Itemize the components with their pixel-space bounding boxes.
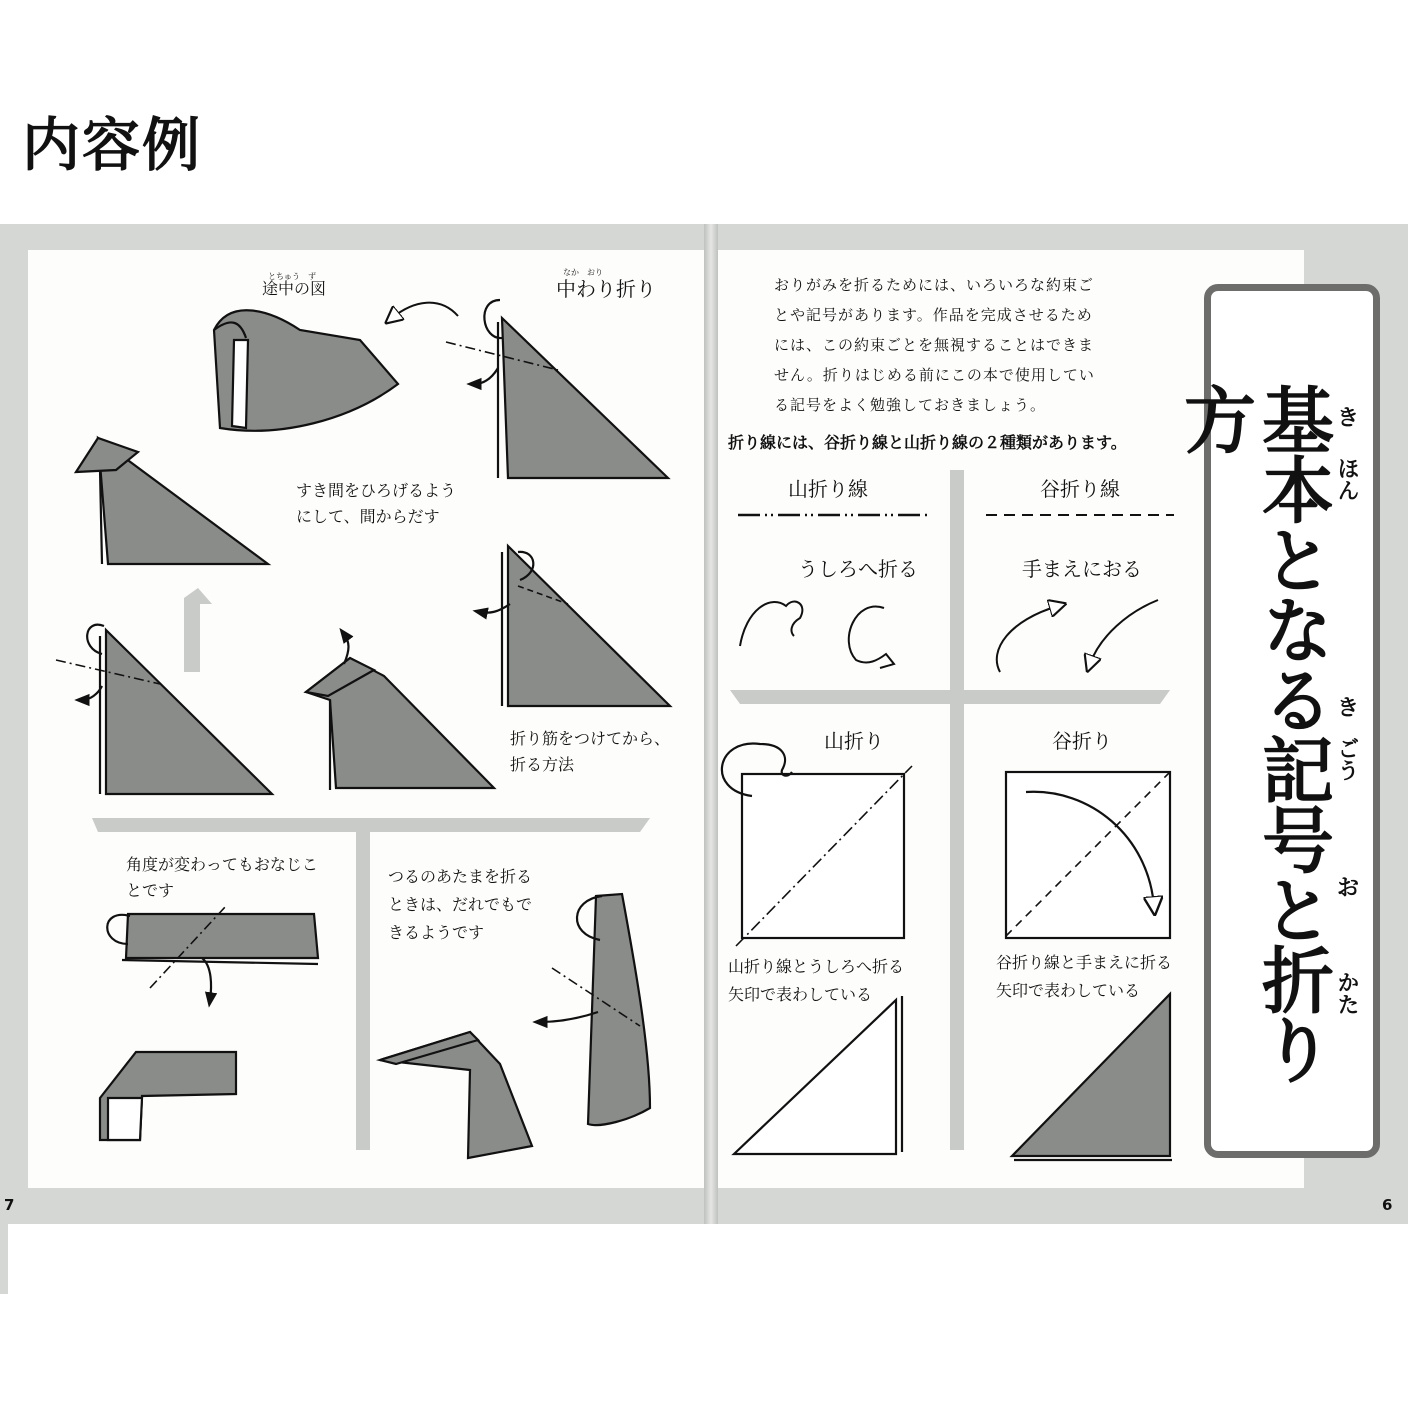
intro-line-1: おりがみを折るためには、いろいろな約束ご bbox=[774, 276, 1095, 294]
valley-caption-line1: 谷折り線と手まえに折る bbox=[996, 953, 1173, 972]
fold-lines-intro: 折り線には、谷折り線と山折り線の２種類があります。 bbox=[728, 433, 1127, 452]
title-ruby-gou: ごう bbox=[1334, 737, 1359, 781]
intro-line-2: とや記号があります。作品を完成させるため bbox=[774, 306, 1093, 324]
valley-fold-label: 谷折り bbox=[1052, 729, 1112, 753]
valley-fold-square bbox=[1006, 772, 1170, 938]
diagram-hooked bbox=[306, 634, 494, 790]
mountain-caption-line1: 山折り線とうしろへ折る bbox=[728, 957, 905, 976]
diagram-angle-result bbox=[100, 1052, 236, 1140]
midway-label: 途中の図 bbox=[262, 279, 327, 298]
diagram-inside-reverse-start bbox=[446, 300, 668, 478]
intro-line-3: には、この約束ごとを無視することはできま bbox=[774, 336, 1095, 354]
diagram-crane-neck bbox=[540, 894, 650, 1125]
diagram-crease-fold bbox=[56, 625, 272, 794]
caption-angle-line1: 角度が変わってもおなじこ bbox=[126, 855, 318, 874]
caption-crane-line2: ときは、だれでもで bbox=[388, 895, 533, 914]
title-ruby-hon: ほん bbox=[1334, 457, 1359, 501]
valley-line-label: 谷折り線 bbox=[1040, 477, 1120, 501]
title-ruby-kata: かた bbox=[1334, 971, 1359, 1015]
left-page-number: 7 bbox=[4, 1196, 15, 1214]
chapter-title-box bbox=[1172, 284, 1380, 1158]
section-title: 中わり折り bbox=[556, 277, 656, 301]
caption-crease-line2: 折る方法 bbox=[510, 755, 575, 774]
caption-crane-line3: きるようです bbox=[388, 923, 485, 942]
caption-open-line1: すき間をひろげるよう bbox=[296, 481, 457, 500]
title-ruby-ki2: き bbox=[1337, 696, 1360, 721]
valley-caption-line2: 矢印で表わしている bbox=[996, 981, 1141, 1000]
diagram-angle-strip bbox=[107, 906, 318, 1000]
diagram-crease-start bbox=[480, 546, 670, 706]
intro-text bbox=[774, 270, 1154, 420]
mountain-fold-square bbox=[722, 744, 912, 946]
fold-back-arrows bbox=[740, 602, 894, 668]
fold-front-arrows bbox=[997, 600, 1158, 672]
right-page-number: 6 bbox=[1382, 1196, 1393, 1214]
caption-angle-line2: とです bbox=[126, 881, 175, 900]
diagram-crane-head bbox=[380, 1032, 532, 1158]
fold-back-label: うしろへ折る bbox=[798, 557, 918, 581]
page-heading: 内容例 bbox=[22, 111, 203, 179]
mountain-caption-line2: 矢印で表わしている bbox=[728, 985, 873, 1004]
midway-label-ruby: とちゅう ず bbox=[268, 272, 316, 281]
caption-open-line2: にして、間からだす bbox=[296, 507, 440, 526]
chapter-title: 基本となる記号と折り方 bbox=[1172, 383, 1334, 1083]
mountain-line-label: 山折り線 bbox=[788, 477, 868, 501]
section-title-ruby: なか おり bbox=[563, 268, 603, 277]
title-ruby-ki: き bbox=[1337, 406, 1360, 431]
caption-crane-line1: つるのあたまを折る bbox=[388, 867, 533, 886]
valley-result-triangle bbox=[1012, 994, 1172, 1160]
mountain-result-triangle bbox=[734, 996, 902, 1154]
intro-line-5: る記号をよく勉強しておきましょう。 bbox=[774, 396, 1047, 414]
intro-line-4: せん。折りはじめる前にこの本で使用してい bbox=[774, 366, 1095, 384]
fold-front-label: 手まえにおる bbox=[1022, 557, 1142, 581]
caption-crease-line1: 折り筋をつけてから、 bbox=[510, 729, 671, 748]
mountain-fold-label: 山折り bbox=[824, 729, 884, 753]
diagram-midway bbox=[214, 303, 458, 431]
title-ruby-o: お bbox=[1337, 876, 1360, 901]
diagram-opened bbox=[76, 438, 268, 564]
